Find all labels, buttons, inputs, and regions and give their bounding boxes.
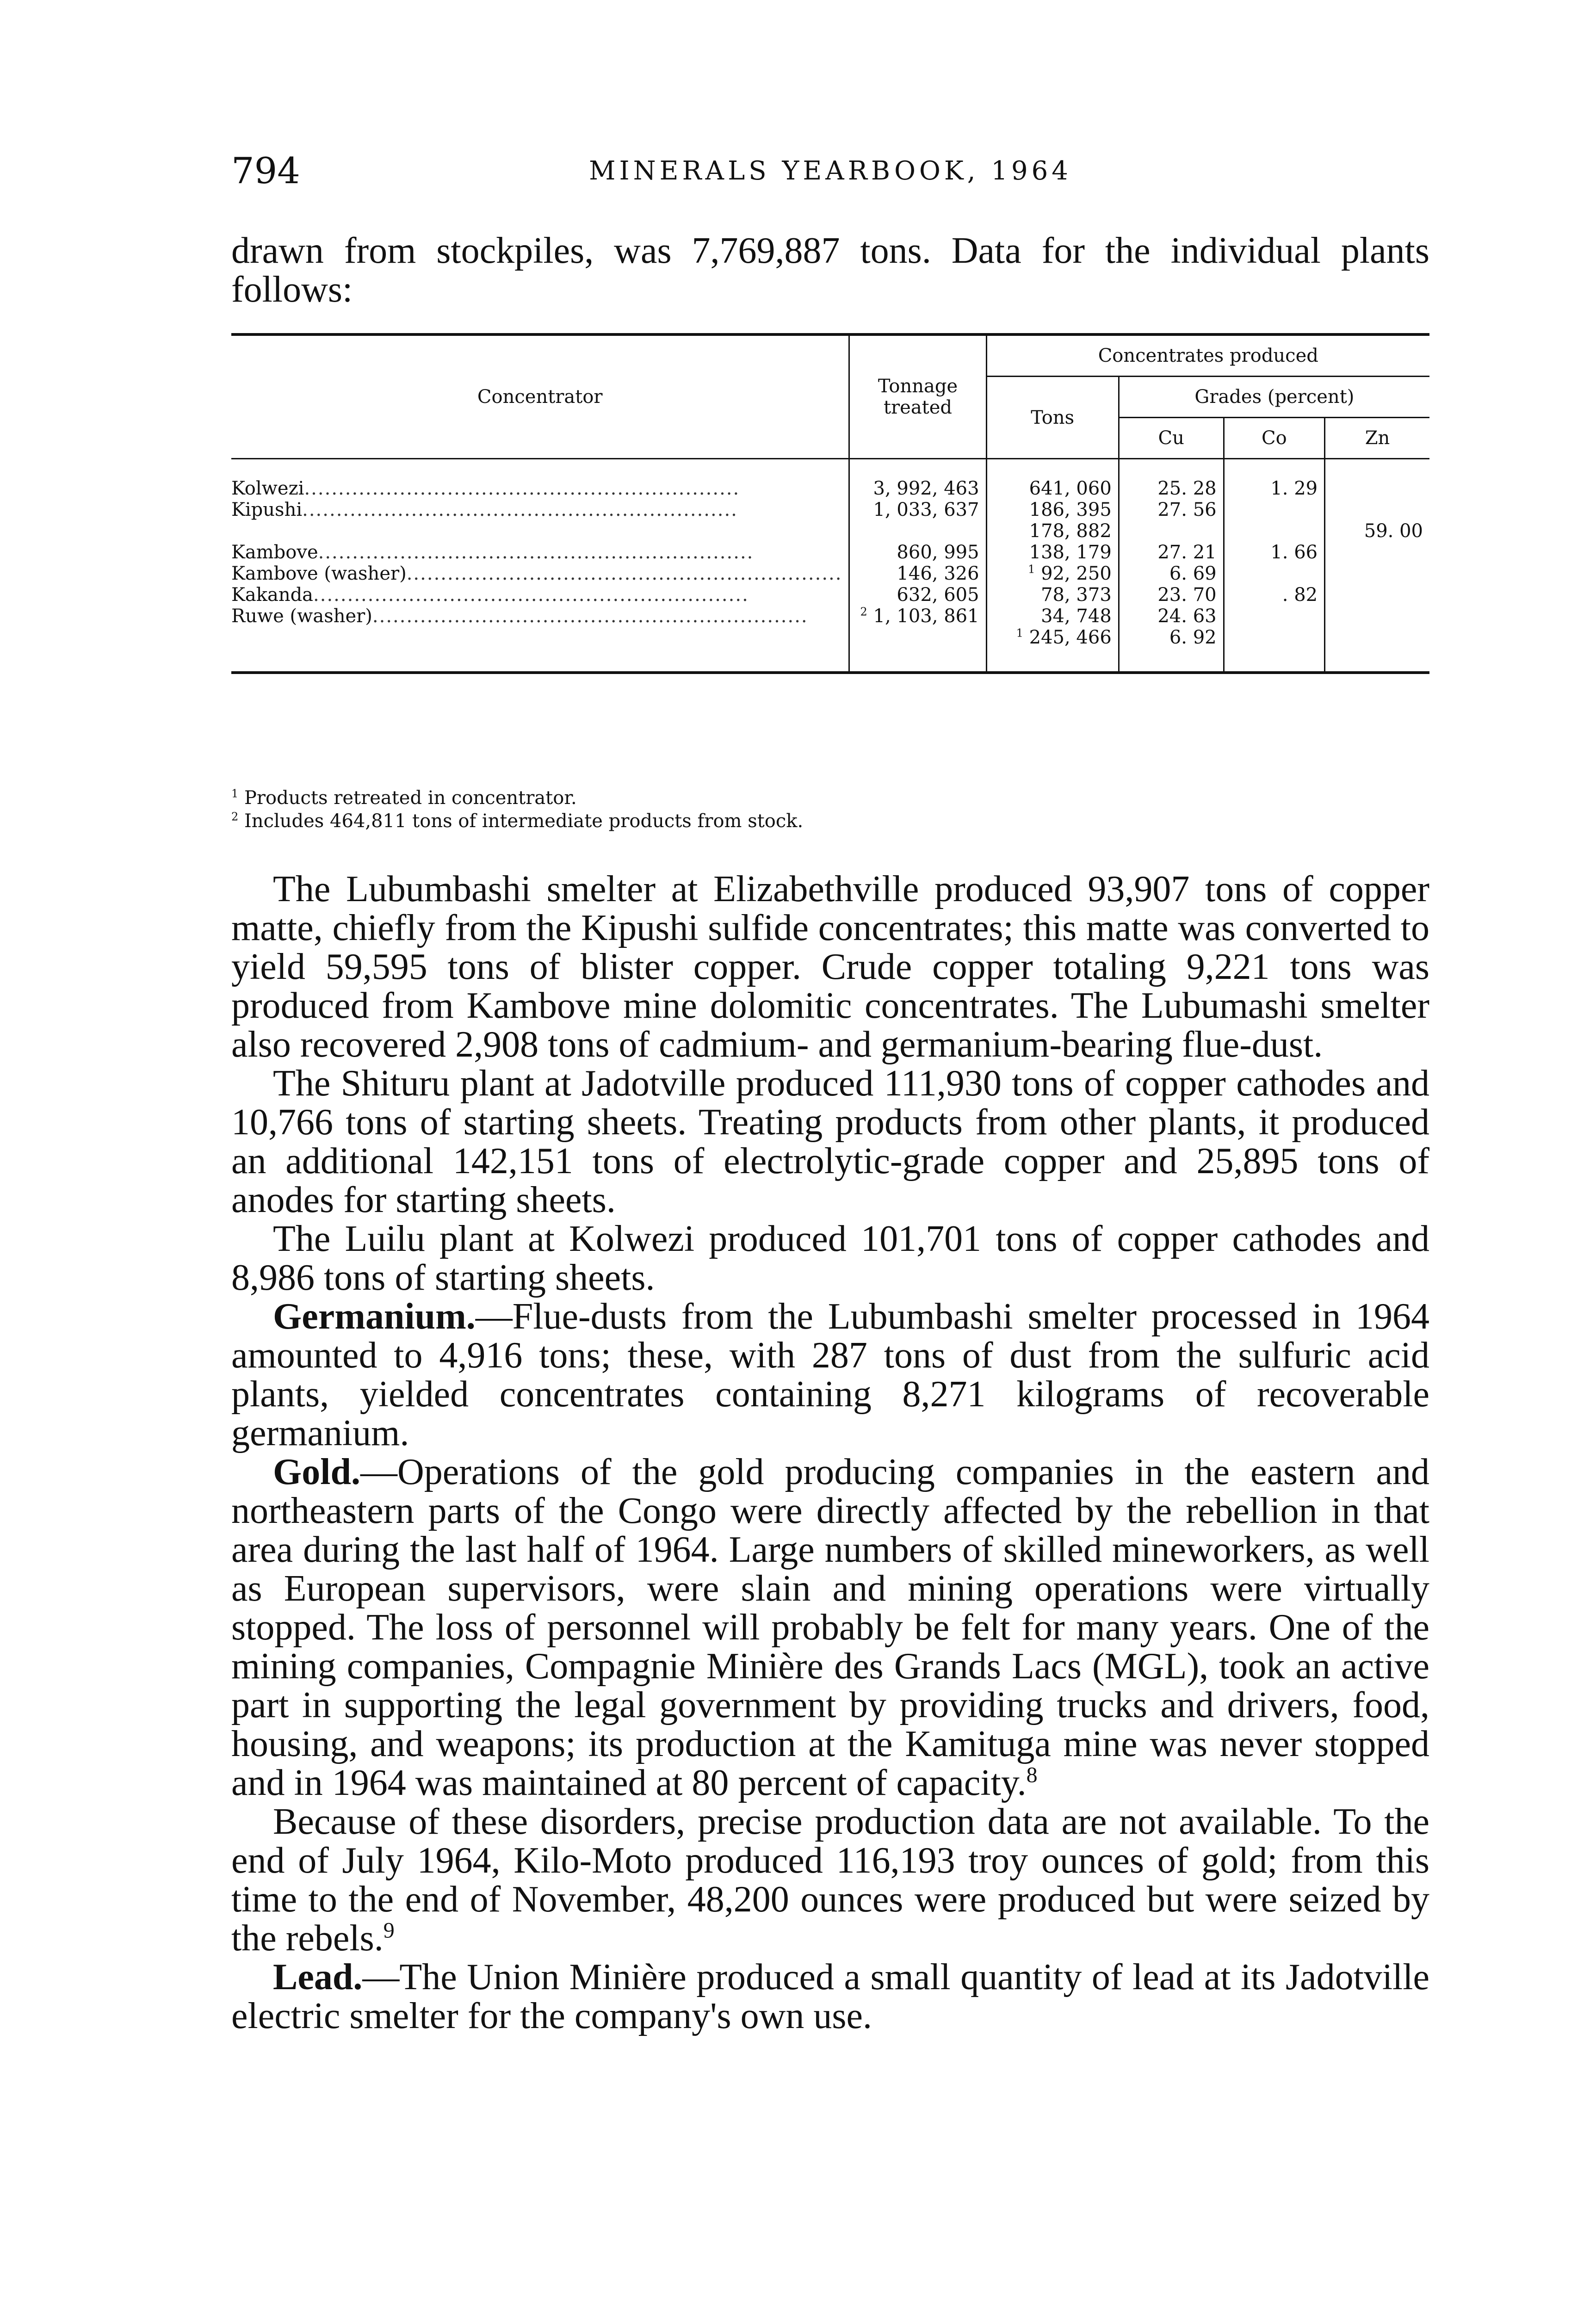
- row-co: [1224, 606, 1325, 627]
- germanium-heading: Germanium.: [273, 1296, 476, 1337]
- row-zn: [1325, 606, 1429, 627]
- row-tons: 92, 250: [1041, 563, 1112, 584]
- row-zn: [1325, 584, 1429, 606]
- row-co: [1224, 563, 1325, 584]
- row-zn: [1325, 627, 1429, 673]
- germanium-text: —Flue-dusts from the Lubumbashi smelter processed in 1964 amounted to 4,916 tons; these, with 287 tons of dust from the sulfuric acid plants, yielded concentrates containing 8,271 kilograms of recoverable germanium.: [231, 1296, 1429, 1453]
- row-zn: [1325, 542, 1429, 563]
- row-tonnage: 146, 326: [849, 563, 986, 584]
- row-name: Ruwe (washer): [231, 606, 372, 627]
- footnote-ref: 9: [383, 1918, 395, 1943]
- gold-heading: Gold.: [273, 1452, 360, 1492]
- page-number: 794: [231, 150, 300, 192]
- table-row: Ruwe (washer)................................................................ $^2$ 1, 103, 861 34, 748 24. 63: [231, 606, 1429, 627]
- header-tons: Tons: [986, 377, 1119, 459]
- note-text: Products retreated in concentrator.: [244, 787, 577, 809]
- table-row: [231, 520, 1429, 542]
- row-co: 1. 29: [1224, 459, 1325, 500]
- paragraph-gold: [231, 1453, 1429, 1802]
- row-co: . 82: [1224, 584, 1325, 606]
- row-tonnage: [849, 627, 986, 673]
- row-tons: 138, 179: [986, 542, 1119, 563]
- lead-heading: Lead.: [273, 1957, 363, 1998]
- row-cu: 6. 92: [1119, 627, 1224, 673]
- concentrator-table: [231, 333, 1429, 674]
- row-cu: 27. 56: [1119, 499, 1224, 520]
- row-cu: [1119, 520, 1224, 542]
- row-cu: 6. 69: [1119, 563, 1224, 584]
- row-tons: 178, 882: [986, 520, 1119, 542]
- row-tonnage: 632, 605: [849, 584, 986, 606]
- paragraph-luilu: The Luilu plant at Kolwezi produced 101,701 tons of copper cathodes and 8,986 tons of starting sheets.: [231, 1218, 1429, 1298]
- table-row: Kipushi................................................................ 1, 033, 637 186, 395 27. 56: [231, 499, 1429, 520]
- row-tons: 78, 373: [986, 584, 1119, 606]
- row-name: Kakanda: [231, 584, 314, 606]
- row-tonnage: 3, 992, 463: [849, 459, 986, 500]
- header-grades: Grades (percent): [1119, 377, 1429, 418]
- row-tonnage: 1, 103, 861: [873, 606, 979, 627]
- note-mark: 1: [231, 787, 239, 800]
- table-note: [231, 786, 1429, 810]
- row-co: 1. 66: [1224, 542, 1325, 563]
- header-zn: Zn: [1325, 418, 1429, 459]
- row-cu: 25. 28: [1119, 459, 1224, 500]
- header-concentrator: Concentrator: [231, 334, 849, 459]
- intro-paragraph: drawn from stockpiles, was 7,769,887 tons. Data for the individual plants follows:: [231, 230, 1429, 310]
- header-tonnage-treated: Tonnage treated: [849, 334, 986, 459]
- row-zn: [1325, 499, 1429, 520]
- row-cu: 23. 70: [1119, 584, 1224, 606]
- gold-text: —Operations of the gold producing companies in the eastern and northeastern parts of the Congo were directly affected by the rebellion in that area during the last half of 1964. Large numbers of skilled mineworkers, as well as European supervisors, were slain and mining operations were virtually stopped. The loss of personnel will probably be felt for many years. One of the mining companies, Compagnie Minière des Grands Lacs (MGL), took an active part in supporting the legal government by providing trucks and drivers, food, housing, and weapons; its production at the Kamituga mine was never stopped and in 1964 was maintained at 80 percent of capacity.: [231, 1452, 1429, 1803]
- paragraph-lubumbashi: The Lubumbashi smelter at Elizabethville produced 93,907 tons of copper matte, chiefly from the Kipushi sulfide concentrates; this matte was converted to yield 59,595 tons of blister copper. Crude copper totaling 9,221 tons was produced from Kambove mine dolomitic concentrates. The Lubumashi smelter also recovered 2,908 tons of cadmium- and germanium-bearing flue-dust.: [231, 869, 1429, 1065]
- footnote-ref: 8: [1026, 1763, 1038, 1787]
- row-name: Kambove (washer): [231, 563, 407, 584]
- row-zn: [1325, 563, 1429, 584]
- row-name: Kambove: [231, 542, 318, 563]
- table-row: Kambove................................................................ 860, 995 138, 179 27. 21 1. 66: [231, 542, 1429, 563]
- footnote-ref: 1: [1028, 563, 1035, 576]
- paragraph-disorders: [231, 1802, 1429, 1958]
- row-tonnage: 1, 033, 637: [849, 499, 986, 520]
- footnote-ref: 1: [1016, 626, 1023, 640]
- paragraph-germanium: [231, 1297, 1429, 1453]
- table-row: Kakanda................................................................ 632, 605 78, 373 23. 70 . 82: [231, 584, 1429, 606]
- table-note: [231, 810, 1429, 833]
- table-row: Kolwezi................................................................ 3, 992, 463 641, 060 25. 28 1. 29: [231, 459, 1429, 500]
- note-text: Includes 464,811 tons of intermediate products from stock.: [244, 810, 804, 832]
- row-tons: 245, 466: [1029, 627, 1112, 648]
- row-co: [1224, 520, 1325, 542]
- paragraph-lead: [231, 1958, 1429, 2035]
- row-zn: 59. 00: [1325, 520, 1429, 542]
- paragraph-shituru: The Shituru plant at Jadotville produced 111,930 tons of copper cathodes and 10,766 tons of starting sheets. Treating products from other plants, it produced an additional 142,151 tons of electrolytic-grade copper and 25,895 tons of anodes for starting sheets.: [231, 1063, 1429, 1220]
- note-mark: 2: [231, 810, 239, 823]
- header-cu: Cu: [1119, 418, 1224, 459]
- row-co: [1224, 627, 1325, 673]
- running-head: MINERALS YEARBOOK, 1964: [589, 156, 1072, 186]
- disorders-text: Because of these disorders, precise production data are not available. To the end of July 1964, Kilo-Moto produced 116,193 troy ounces of gold; from this time to the end of November, 48,200 ounces were produced but were seized by the rebels.: [231, 1801, 1429, 1959]
- footnote-ref: 2: [860, 605, 867, 618]
- intro-text: [231, 231, 1429, 309]
- row-tons: 641, 060: [986, 459, 1119, 500]
- row-tons: 34, 748: [986, 606, 1119, 627]
- page-header: [231, 150, 1429, 201]
- row-name: Kolwezi: [231, 478, 304, 499]
- main-text: [231, 870, 1429, 2035]
- row-zn: [1325, 459, 1429, 500]
- header-concentrates-produced: Concentrates produced: [986, 334, 1429, 377]
- row-tonnage: [849, 520, 986, 542]
- row-co: [1224, 499, 1325, 520]
- header-co: Co: [1224, 418, 1325, 459]
- table-row: [231, 627, 1429, 673]
- lead-text: —The Union Minière produced a small quantity of lead at its Jadotville electric smelter for the company's own use.: [231, 1957, 1429, 2036]
- table-row: Kambove (washer)................................................................ 146, 326 $^1$ 92, 250 6. 69: [231, 563, 1429, 584]
- row-cu: 24. 63: [1119, 606, 1224, 627]
- row-name: Kipushi: [231, 499, 303, 520]
- table-notes: [231, 786, 1429, 833]
- row-cu: 27. 21: [1119, 542, 1224, 563]
- row-tons: 186, 395: [986, 499, 1119, 520]
- row-tonnage: 860, 995: [849, 542, 986, 563]
